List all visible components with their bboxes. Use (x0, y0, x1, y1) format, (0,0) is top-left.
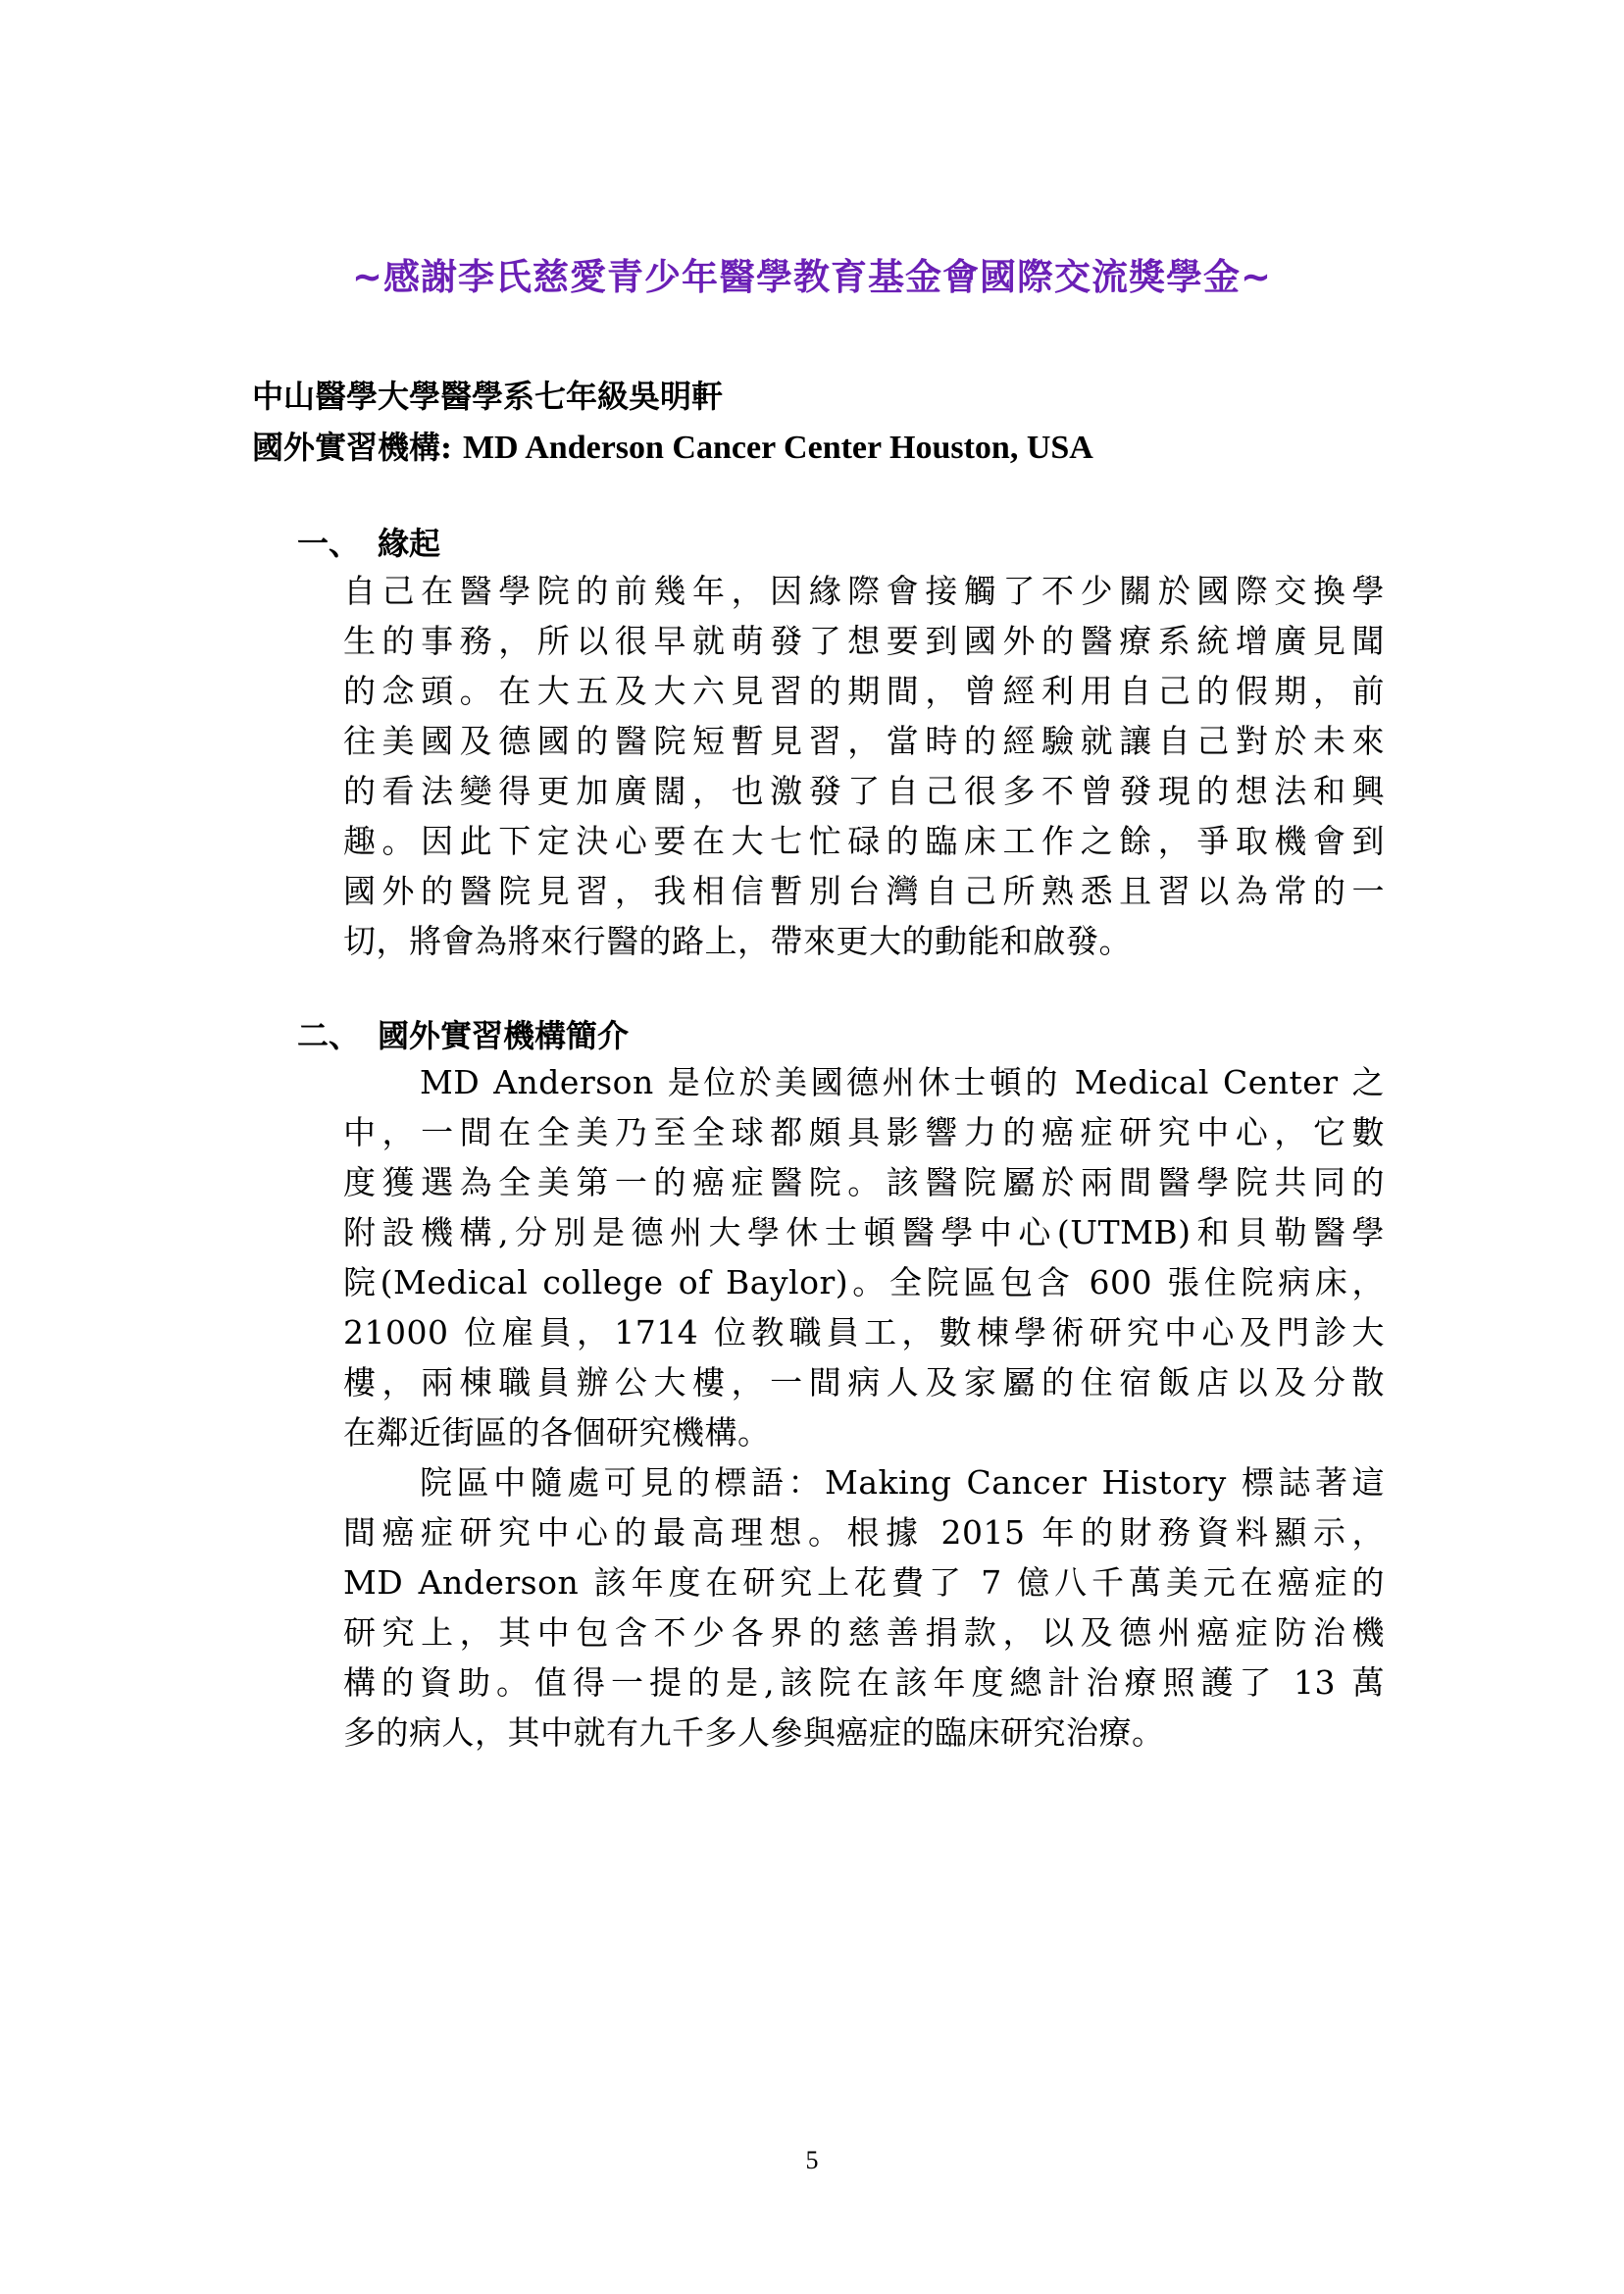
section-title: 緣起 (378, 525, 441, 562)
text-line: 的念頭。在大五及大六見習的期間，曾經利用自己的假期，前 (343, 672, 1385, 710)
text-line: 多的病人，其中就有九千多人參與癌症的臨床研究治療。 (343, 1713, 1165, 1752)
section-body-origin (343, 566, 1385, 966)
text-line: 樓，兩棟職員辦公大樓，一間病人及家屬的住宿飯店以及分散 (343, 1363, 1385, 1402)
institution-name: MD Anderson Cancer Center Houston, USA (462, 430, 1093, 466)
institution-line (252, 422, 1429, 474)
text-line: 間癌症研究中心的最高理想。根據 2015 年的財務資料顯示， (343, 1513, 1385, 1552)
author-block (252, 371, 1429, 474)
text-line: 國外的醫院見習，我相信暫別台灣自己所熟悉且習以為常的一 (343, 872, 1385, 910)
text-line: MD Anderson 該年度在研究上花費了 7 億八千萬美元在癌症的 (343, 1563, 1385, 1602)
text-line: 往美國及德國的醫院短暫見習，當時的經驗就讓自己對於未來 (343, 722, 1385, 760)
text-line: 切，將會為將來行醫的路上，帶來更大的動能和啟發。 (343, 922, 1132, 960)
section-heading-institution (297, 1010, 629, 1061)
institution-label: 國外實習機構: (252, 429, 463, 466)
section-heading-origin (297, 518, 440, 569)
author-line: 中山醫學大學醫學系七年級吳明軒 (252, 378, 724, 415)
text-line: 研究上，其中包含不少各界的慈善捐款，以及德州癌症防治機 (343, 1613, 1385, 1652)
text-line: 在鄰近街區的各個研究機構。 (343, 1413, 771, 1452)
text-line: 趣。因此下定決心要在大七忙碌的臨床工作之餘，爭取機會到 (343, 822, 1385, 860)
page-title: ~感謝李氏慈愛青少年醫學教育基金會國際交流獎學金~ (351, 256, 1272, 298)
text-line: 自己在醫學院的前幾年，因緣際會接觸了不少關於國際交換學 (343, 572, 1385, 610)
text-line: 構的資助。值得一提的是,該院在該年度總計治療照護了 13 萬 (343, 1663, 1385, 1702)
text-line: 中，一間在全美乃至全球都頗具影響力的癌症研究中心，它數 (343, 1113, 1385, 1151)
text-line: MD Anderson 是位於美國德州休士頓的 Medical Center 之 (420, 1063, 1385, 1101)
text-line: 的看法變得更加廣闊，也激發了自己很多不曾發現的想法和興 (343, 772, 1385, 810)
page-number: 5 (805, 2146, 819, 2174)
section-title: 國外實習機構簡介 (378, 1017, 630, 1054)
section-body-institution (343, 1057, 1385, 1758)
text-line: 度獲選為全美第一的癌症醫院。該醫院屬於兩間醫學院共同的 (343, 1163, 1385, 1201)
text-line: 21000 位雇員，1714 位教職員工，數棟學術研究中心及門診大 (343, 1313, 1385, 1351)
text-line: 生的事務，所以很早就萌發了想要到國外的醫療系統增廣見聞 (343, 622, 1385, 660)
section-number: 二、 (297, 1017, 361, 1054)
text-line: 院(Medical college of Baylor)。全院區包含 600 張住院病床， (343, 1263, 1385, 1301)
text-line: 院區中隨處可見的標語：Making Cancer History 標誌著這 (420, 1463, 1385, 1502)
text-line: 附設機構,分別是德州大學休士頓醫學中心(UTMB)和貝勒醫學 (343, 1213, 1385, 1251)
section-number: 一、 (297, 525, 361, 562)
